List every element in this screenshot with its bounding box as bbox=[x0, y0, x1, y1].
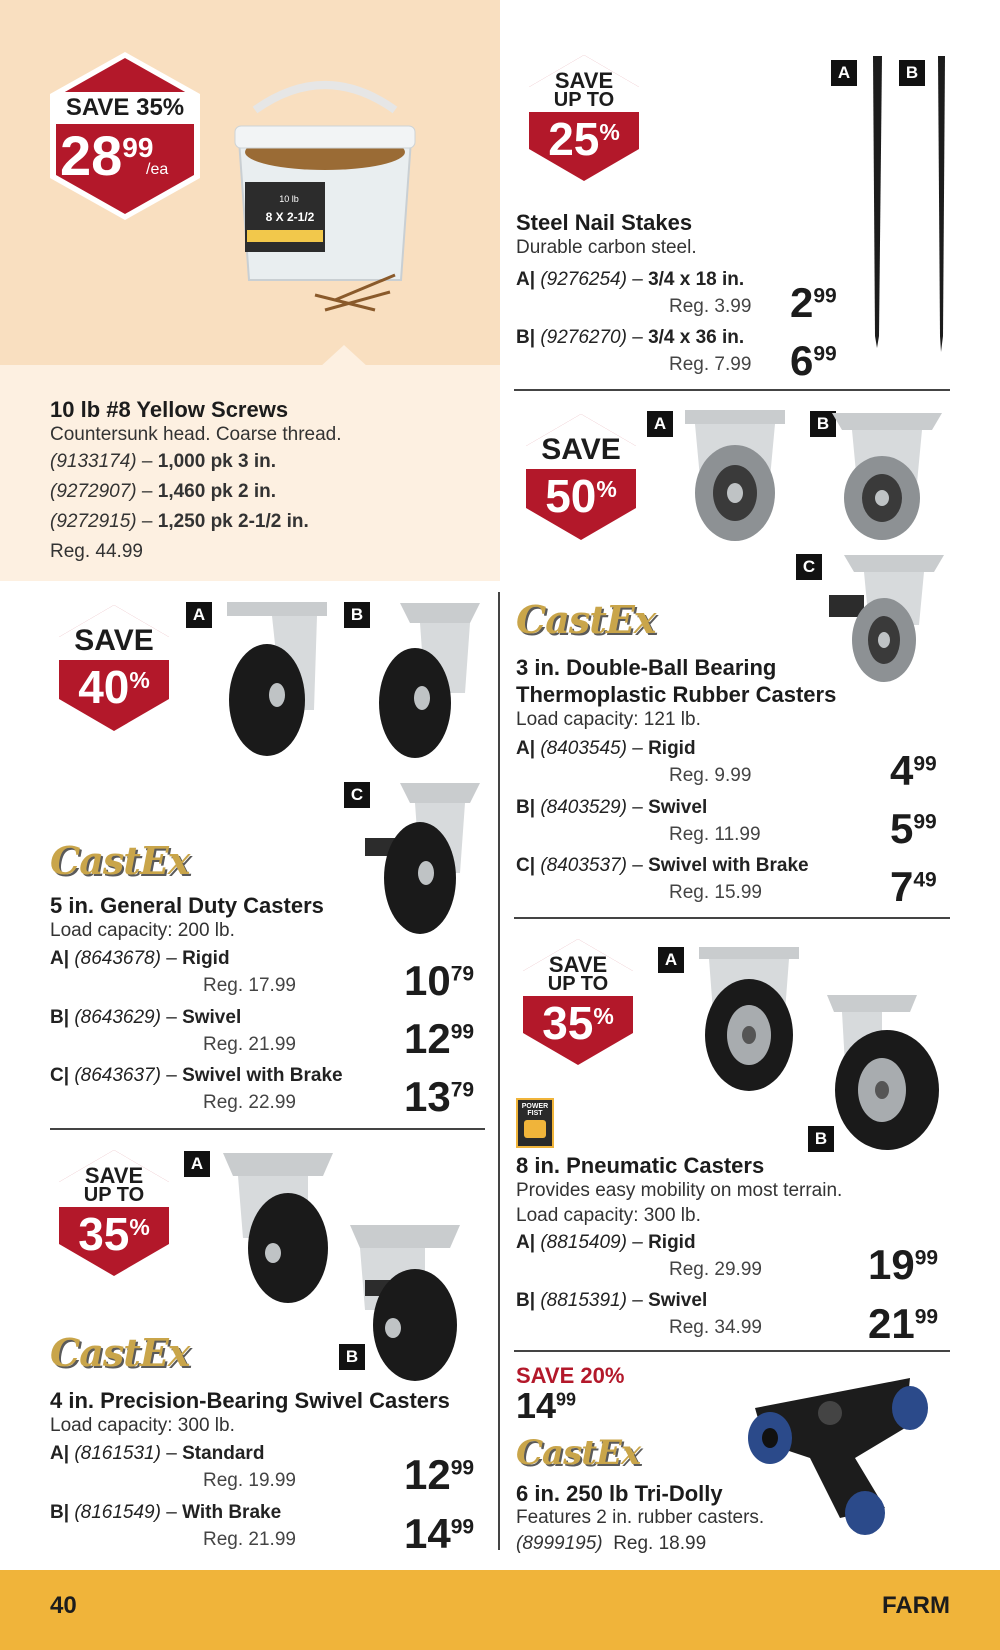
casters5-variant-a: A| (8643678) – Rigid Reg. 17.99 bbox=[50, 948, 296, 996]
casters4-image-b bbox=[345, 1220, 470, 1385]
divider-casters5 bbox=[50, 1128, 485, 1130]
tridolly-sku-reg: (8999195) Reg. 18.99 bbox=[516, 1533, 707, 1554]
casters5-tag-b: B bbox=[344, 602, 370, 628]
tridolly-description: Features 2 in. rubber casters. bbox=[516, 1507, 765, 1528]
bucket-label-size: 8 X 2-1/2 bbox=[265, 210, 315, 224]
casters3-image-c bbox=[824, 550, 954, 685]
stakes-image-a bbox=[870, 56, 910, 356]
casters5-badge-percent: 40% bbox=[78, 661, 150, 713]
tridolly-image bbox=[735, 1368, 935, 1538]
panel-notch bbox=[320, 345, 368, 367]
stakes-image-b bbox=[936, 56, 956, 356]
screws-sale-price: $28^{99}$ bbox=[60, 124, 154, 187]
casters5-variant-c: C| (8643637) – Swivel with Brake Reg. 22.99 bbox=[50, 1065, 343, 1113]
casters3-image-b bbox=[822, 408, 952, 543]
divider-pneumatic bbox=[514, 1350, 950, 1352]
stakes-badge-percent: 25% bbox=[548, 113, 620, 165]
screws-title: 10 lb #8 Yellow Screws bbox=[50, 397, 289, 422]
screws-item-2: (9272907) – 1,460 pk 2 in. bbox=[50, 481, 277, 502]
stakes-price-a: $2^{99}$ bbox=[790, 279, 837, 326]
divider-stakes bbox=[514, 389, 950, 391]
stakes-variant-a: A| (9276254) – 3/4 x 18 in. Reg. 3.99 bbox=[516, 269, 752, 317]
casters4-description: Load capacity: 300 lb. bbox=[50, 1415, 235, 1436]
pneumatic-description-1: Provides easy mobility on most terrain. bbox=[516, 1180, 843, 1201]
pneumatic-price-a: $19^{99}$ bbox=[868, 1241, 939, 1288]
casters4-save-badge bbox=[50, 1143, 178, 1283]
stakes-tag-a: A bbox=[831, 60, 857, 86]
screws-price-badge bbox=[46, 50, 204, 222]
casters5-price-a: $10^{79}$ bbox=[404, 957, 475, 1004]
casters4-tag-a: A bbox=[184, 1151, 210, 1177]
stakes-badge-upto: UP TO bbox=[553, 89, 615, 111]
divider-casters3 bbox=[514, 917, 950, 919]
stakes-save-badge bbox=[520, 48, 648, 188]
casters5-variant-b: B| (8643629) – Swivel Reg. 21.99 bbox=[50, 1007, 296, 1055]
casters5-badge-save: SAVE bbox=[74, 624, 154, 657]
casters5-title: 5 in. General Duty Casters bbox=[50, 893, 324, 918]
page-number: 40 bbox=[50, 1592, 77, 1619]
casters3-badge-save: SAVE bbox=[541, 433, 621, 466]
pneumatic-badge-upto: UP TO bbox=[547, 973, 609, 995]
casters4-variant-a: A| (8161531) – Standard Reg. 19.99 bbox=[50, 1443, 296, 1491]
casters3-title-line1: 3 in. Double-Ball Bearing bbox=[516, 655, 777, 680]
casters4-image-a bbox=[218, 1148, 338, 1308]
screws-price-unit: /ea bbox=[146, 161, 169, 178]
stakes-price-b: $6^{99}$ bbox=[790, 337, 837, 384]
screws-save-label: SAVE 35% bbox=[65, 94, 185, 121]
stakes-description: Durable carbon steel. bbox=[516, 237, 697, 258]
casters5-price-c: $13^{79}$ bbox=[404, 1073, 475, 1120]
screws-description: Countersunk head. Coarse thread. bbox=[50, 424, 342, 445]
casters3-brand-logo: CastEx bbox=[516, 597, 656, 642]
screws-item-1: (9133174) – 1,000 pk 3 in. bbox=[50, 451, 277, 472]
stakes-title: Steel Nail Stakes bbox=[516, 210, 693, 235]
casters3-save-badge bbox=[517, 407, 645, 547]
casters3-badge-percent: 50% bbox=[545, 470, 617, 522]
casters4-variant-b: B| (8161549) – With Brake Reg. 21.99 bbox=[50, 1502, 296, 1550]
stakes-badge-save: SAVE bbox=[554, 68, 614, 93]
casters3-title-line2: Thermoplastic Rubber Casters bbox=[516, 682, 837, 707]
casters5-brand-logo: CastEx bbox=[50, 838, 190, 883]
pneumatic-image-a bbox=[694, 945, 804, 1095]
pneumatic-price-b: $21^{99}$ bbox=[868, 1300, 939, 1347]
casters4-badge-upto: UP TO bbox=[83, 1184, 145, 1206]
pneumatic-image-b bbox=[822, 990, 952, 1155]
casters3-image-a bbox=[680, 408, 790, 543]
casters5-tag-a: A bbox=[186, 602, 212, 628]
pneumatic-variant-a: A| (8815409) – Rigid Reg. 29.99 bbox=[516, 1232, 762, 1280]
casters4-price-b: $14^{99}$ bbox=[404, 1510, 475, 1557]
pneumatic-save-badge bbox=[514, 932, 642, 1072]
casters5-tag-c: C bbox=[344, 782, 370, 808]
page-footer bbox=[0, 1570, 1000, 1650]
casters3-price-a: $4^{99}$ bbox=[890, 747, 937, 794]
casters4-tag-b: B bbox=[339, 1344, 365, 1370]
tridolly-save-label: SAVE 20% bbox=[516, 1363, 625, 1388]
casters3-description: Load capacity: 121 lb. bbox=[516, 709, 701, 730]
casters3-variant-a: A| (8403545) – Rigid Reg. 9.99 bbox=[516, 738, 752, 786]
pneumatic-tag-b: B bbox=[808, 1126, 834, 1152]
casters3-tag-b: B bbox=[810, 411, 836, 437]
casters3-tag-a: A bbox=[647, 411, 673, 437]
pneumatic-badge-save: SAVE bbox=[548, 952, 608, 977]
casters3-price-c: $7^{49}$ bbox=[890, 863, 937, 910]
power-fist-logo-line2: FIST bbox=[527, 1110, 543, 1117]
casters3-tag-c: C bbox=[796, 554, 822, 580]
casters5-image-c bbox=[360, 778, 485, 938]
tridolly-brand-logo: CastEx bbox=[516, 1433, 641, 1473]
bucket-label-weight: 10 lb bbox=[279, 194, 299, 204]
power-fist-logo-line1: POWER bbox=[521, 1103, 549, 1110]
casters4-brand-logo: CastEx bbox=[50, 1330, 190, 1375]
pneumatic-badge-percent: 35% bbox=[542, 997, 614, 1049]
pneumatic-tag-a: A bbox=[658, 947, 684, 973]
casters4-badge-save: SAVE bbox=[84, 1163, 144, 1188]
stakes-variant-b: B| (9276270) – 3/4 x 36 in. Reg. 7.99 bbox=[516, 327, 752, 375]
casters4-title: 4 in. Precision-Bearing Swivel Casters bbox=[50, 1388, 450, 1413]
pneumatic-variant-b: B| (8815391) – Swivel Reg. 34.99 bbox=[516, 1290, 762, 1338]
casters5-description: Load capacity: 200 lb. bbox=[50, 920, 235, 941]
section-label: FARM bbox=[882, 1592, 950, 1619]
screws-reg-price: Reg. 44.99 bbox=[50, 541, 143, 562]
pneumatic-description-2: Load capacity: 300 lb. bbox=[516, 1205, 701, 1226]
casters5-image-a bbox=[222, 600, 332, 760]
casters5-save-badge bbox=[50, 598, 178, 738]
casters5-image-b bbox=[370, 598, 485, 763]
stakes-tag-b: B bbox=[899, 60, 925, 86]
tridolly-title: 6 in. 250 lb Tri-Dolly bbox=[516, 1481, 723, 1506]
casters3-variant-c: C| (8403537) – Swivel with Brake Reg. 15.99 bbox=[516, 855, 809, 903]
casters4-price-a: $12^{99}$ bbox=[404, 1451, 475, 1498]
tridolly-price: $14^{99}$ bbox=[516, 1385, 577, 1426]
casters4-badge-percent: 35% bbox=[78, 1208, 150, 1260]
casters5-price-b: $12^{99}$ bbox=[404, 1015, 475, 1062]
column-divider bbox=[498, 592, 500, 1550]
casters3-price-b: $5^{99}$ bbox=[890, 805, 937, 852]
screws-bucket-image bbox=[225, 70, 425, 330]
power-fist-logo bbox=[516, 1098, 554, 1148]
screws-item-3: (9272915) – 1,250 pk 2-1/2 in. bbox=[50, 511, 309, 532]
casters3-variant-b: B| (8403529) – Swivel Reg. 11.99 bbox=[516, 797, 761, 845]
pneumatic-title: 8 in. Pneumatic Casters bbox=[516, 1153, 765, 1178]
fist-icon bbox=[524, 1120, 546, 1138]
